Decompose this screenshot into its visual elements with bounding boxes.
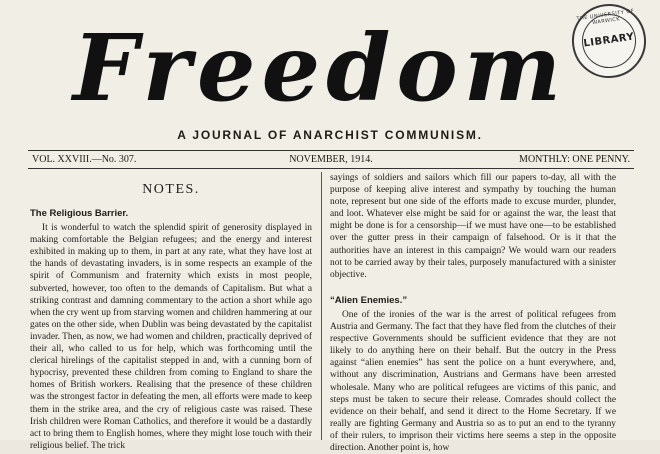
column-divider — [321, 172, 322, 440]
masthead-title: Freedom — [72, 14, 568, 122]
masthead — [60, 14, 580, 128]
volume-number: VOL. XXVIII.—No. 307. — [32, 154, 137, 165]
notes-heading: NOTES. — [142, 182, 200, 197]
article-paragraph: sayings of soldiers and sailors which fill our papers to-day, all with the purpose of keeping alive interest and sympathy by touching the human note, represent but one side of the efforts made to excuse murder, plunder, and loot. Whatever else might be said for or against the war, the least that might be done is for a censorship—if we must have one—to be established over the gutter press in their campaign of falsehood. Or is it that the authorities have an interest in this campaign? We would warn our readers not to be carried away by their tales, purposely manufactured with a sinister objective. — [330, 173, 616, 280]
dateline-top-rule — [28, 150, 634, 151]
stamp-ring-text: THE UNIVERSITY OF WARWICK — [576, 8, 635, 27]
article-paragraph: One of the ironies of the war is the arrest of political refugees from Austria and Germany. The fact that they have fled from the clutches of their respective Governments should be sufficient evidence that they are not likely to do anything here on their behalf. But the outcry in the Press against “alien enemies” has sent the police on a hunt everywhere, and, without any discrimination, Austrians and Germans have been arrested wholesale. Many who are political refugees are victims of this panic, and steps must be taken to secure their release. Comrades should collect the evidence on their behalf, and send it direct to the Home Secretary. If we really are fighting Germany and Austria so as to put an end to the tyranny of their rulers, to imprison their victims here seems a step in the opposite direction. Another point is, how — [330, 309, 616, 453]
left-column — [30, 172, 312, 452]
dateline-bottom-rule — [28, 168, 634, 169]
article-paragraph: It is wonderful to watch the splendid spirit of generosity displayed in making comfortable the Belgian refugees; and the energy and interest exhibited in making up to them, in part at any rate, what they have lost at the hands of devastating invaders, is in some respects an example of the spirit of Communism and fraternity which exists in most people, subverted, however, too often to the demands of Capitalism. But what a striking contrast and damning commentary to the action a short while ago when the cry went up from starving women and children hammering at our gates on the other side, when Dublin was being devastated by the capitalist invader. Then, as now, we had women and children, practically deprived of their all, who called to us for help, which was forthcoming until the clerical hirelings of the capitalist stepped in and, with a cunning born of hypocrisy, prevented these children from coming to England to share the homes of British workers. Realising that the presence of these children was the strongest factor in defeating the men, all efforts were made to keep them in the strike area, and the cry of religious caste was raised. These Irish children were Roman Catholics, and therefore it would be a dastardly act to bring them to English homes, where they might lose touch with their religious belief. The trick — [30, 223, 312, 451]
section-title-religious-barrier: The Religious Barrier. — [30, 208, 129, 219]
stamp-label: LIBRARY — [582, 31, 635, 50]
section-title-alien-enemies: “Alien Enemies.” — [330, 294, 408, 306]
issue-price: MONTHLY: ONE PENNY. — [519, 154, 630, 165]
masthead-subtitle: A JOURNAL OF ANARCHIST COMMUNISM. — [177, 128, 483, 142]
right-column — [330, 172, 616, 454]
issue-date: NOVEMBER, 1914. — [289, 154, 373, 165]
section-spacer — [330, 281, 616, 291]
dateline — [28, 153, 634, 167]
